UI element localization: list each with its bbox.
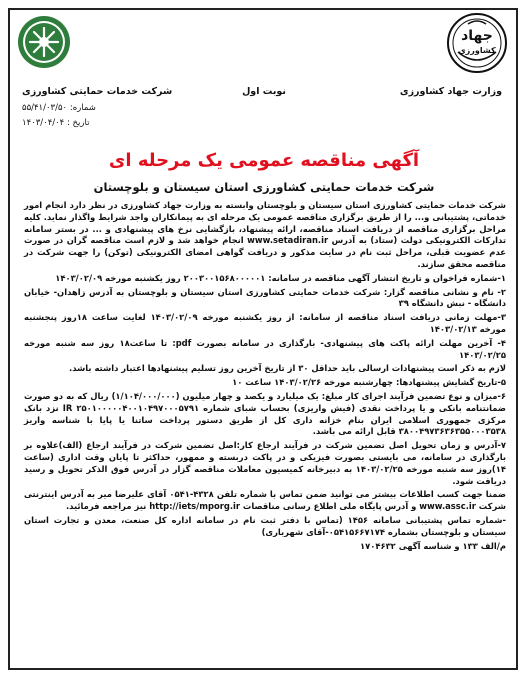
- paragraph-note: لازم به ذکر است پیشنهادات ارسالی باید حداقل ۳۰ از تاریخ آخرین روز تسلیم پیشنهادها اعتبار داشته باشد.: [69, 363, 506, 374]
- ministry-name: وزارت جهاد کشاورزی: [399, 86, 502, 97]
- paragraph-contact: ضمنا جهت کسب اطلاعات بیشتر می توانید ضمن تماس با شماره تلفن ۴۳۲۸-۰۵۴۱ آقای علیرضا میر به آدرس اینترنتی شرکت www.assc.ir و آدرس پایگاه ملی اطلاع رسانی مناقصات http://iets/mporg.ir نیز مراجعه فرمائید.: [24, 489, 506, 512]
- paragraph-3: ۳-مهلت زمانی دریافت اسناد مناقصه از سامانه: از روز یکشنبه مورخه ۱۴۰۳/۰۲/۰۹ لغایت ساعت ۱۸روز پنجشنبه مورخه ۱۴۰۳/۰۲/۱۳: [24, 312, 506, 334]
- paragraph-4: ۴- آخرین مهلت ارائه پاکت های پیشنهادی- بارگذاری در سامانه بصورت pdf: تا ساعت۱۸ روز سه شنبه مورخه ۱۴۰۳/۰۲/۲۵: [24, 337, 507, 360]
- paragraph-support: -شماره تماس پشتیبانی سامانه ۱۴۵۶ (تماس با دفتر ثبت نام در سامانه اداره کل صنعت، معدن و تجارت استان سیستان و بلوچستان بشماره ۰۵۴۱۵۶۶۷۱۷۴-آقای شهرباری): [24, 514, 507, 537]
- round-label: نوبت اول: [242, 86, 286, 97]
- letter-number: شماره: ۵۵/۴۱/۰۳/۵۰: [22, 103, 96, 113]
- paragraph-5: ۵-تاریخ گشایش پیشنهادها: چهارشنبه مورخه ۱۴۰۳/۰۲/۲۶ ساعت ۱۰: [232, 377, 506, 388]
- paragraph-footer: م/الف ۱۳۳ و شناسه آگهی ۱۷۰۴۶۳۲: [360, 540, 506, 551]
- company-name: شرکت خدمات حمایتی کشاورزی: [22, 86, 173, 97]
- company-logo-icon: [16, 14, 72, 70]
- paragraph-intro: شرکت خدمات حمایتی کشاورزی استان سیستان و بلوچستان وابسته به وزارت جهاد کشاورزی در نظر دارد انجام امور خدماتی، پشتیبانی و... را از طریق برگزاری مناقصه عمومی یک مرحله ای به پیمانکاران واجد شرایط واگذار نماید. کلیه مراحل برگزاری مناقصه از دریافت اسناد مناقصه، ارائه پیشنهاد، بازگشایی نرخ های پیشنهادی و ... در بستر سامانه تدارکات الکترونیکی دولت (ستاد) به آدرس www.setadiran.ir انجام خواهد شد و لازم است مناقصه گران در صورت عدم عضویت قبلی، مراحل ثبت نام در سایت مذکور و دریافت گواهی امضای الکترونیکی (توکن) را جهت شرکت در مناقصه محقق سازند.: [24, 200, 506, 269]
- ad-title: آگهی مناقصه عمومی یک مرحله ای: [108, 150, 420, 171]
- paragraph-7: ۷-آدرس و زمان تحویل اصل تضمین شرکت در فرآیند ارجاع کار:اصل تضمین شرکت در فرآیند ارجاع (الف)علاوه بر بارگذاری در سامانه، می بایستی بصورت فیزیکی و در پاکت دربسته و ممهور، حداکثر تا پایان وقت اداری (ساعت ۱۴)روز سه شنبه مورخه ۱۴۰۳/۰۲/۲۵ به دبیرخانه کمیسیون معاملات مناقصه گزار در آدرس فوق الذکر تحویل و رسید دریافت شود.: [24, 440, 506, 486]
- ministry-logo-text-top: جهاد: [461, 28, 493, 44]
- letter-date: تاریخ : ۱۴۰۳/۰۴/۰۴: [22, 118, 90, 128]
- paragraph-2: ۲- نام و نشانی مناقصه گزار: شرکت خدمات حمایتی کشاورزی استان سیستان و بلوچستان به آدرس زاهدان- خیابان دانشگاه - نبش دانشگاه ۳۹: [24, 286, 506, 309]
- ad-subtitle: شرکت خدمات حمایتی کشاورزی استان سیستان و بلوچستان: [93, 180, 435, 194]
- paragraph-6: ۶-میزان و نوع تضمین فرآیند اجرای کار مبلغ: یک میلیارد و یکصد و چهار میلیون (۱/۱۰۴/۰۰۰/۰۰۰) ریال که به دو صورت ضمانتنامه بانکی و یا پرداخت نقدی (فیش واریزی) بحساب شبای شماره IR ۲۵۰۱۰۰۰۰۰۴۰۰۱۰۴۹۷۰۰۰۵۷۹۱ نزد بانک مرکزی جمهوری اسلامی ایران بنام خزانه داری کل از طریق دستور پرداخت ساتنا یا پایا با شناسه واریز ۳۸۰۰۴۹۷۳۶۳۶۳۵۵۰۰۰۳۵۳۸ قابل ارائه می باشد.: [24, 390, 506, 437]
- paragraph-1: ۱-شماره فراخوان و تاریخ انتشار آگهی مناقصه در سامانه: ۲۰۰۳۰۰۱۵۶۸۰۰۰۰۰۱ روز یکشنبه مورخه ۱۴۰۳/۰۲/۰۹: [55, 272, 506, 283]
- ad-body: [24, 200, 506, 554]
- ministry-logo-text-bottom: کشاورزی: [458, 46, 496, 55]
- ministry-logo: [446, 12, 508, 74]
